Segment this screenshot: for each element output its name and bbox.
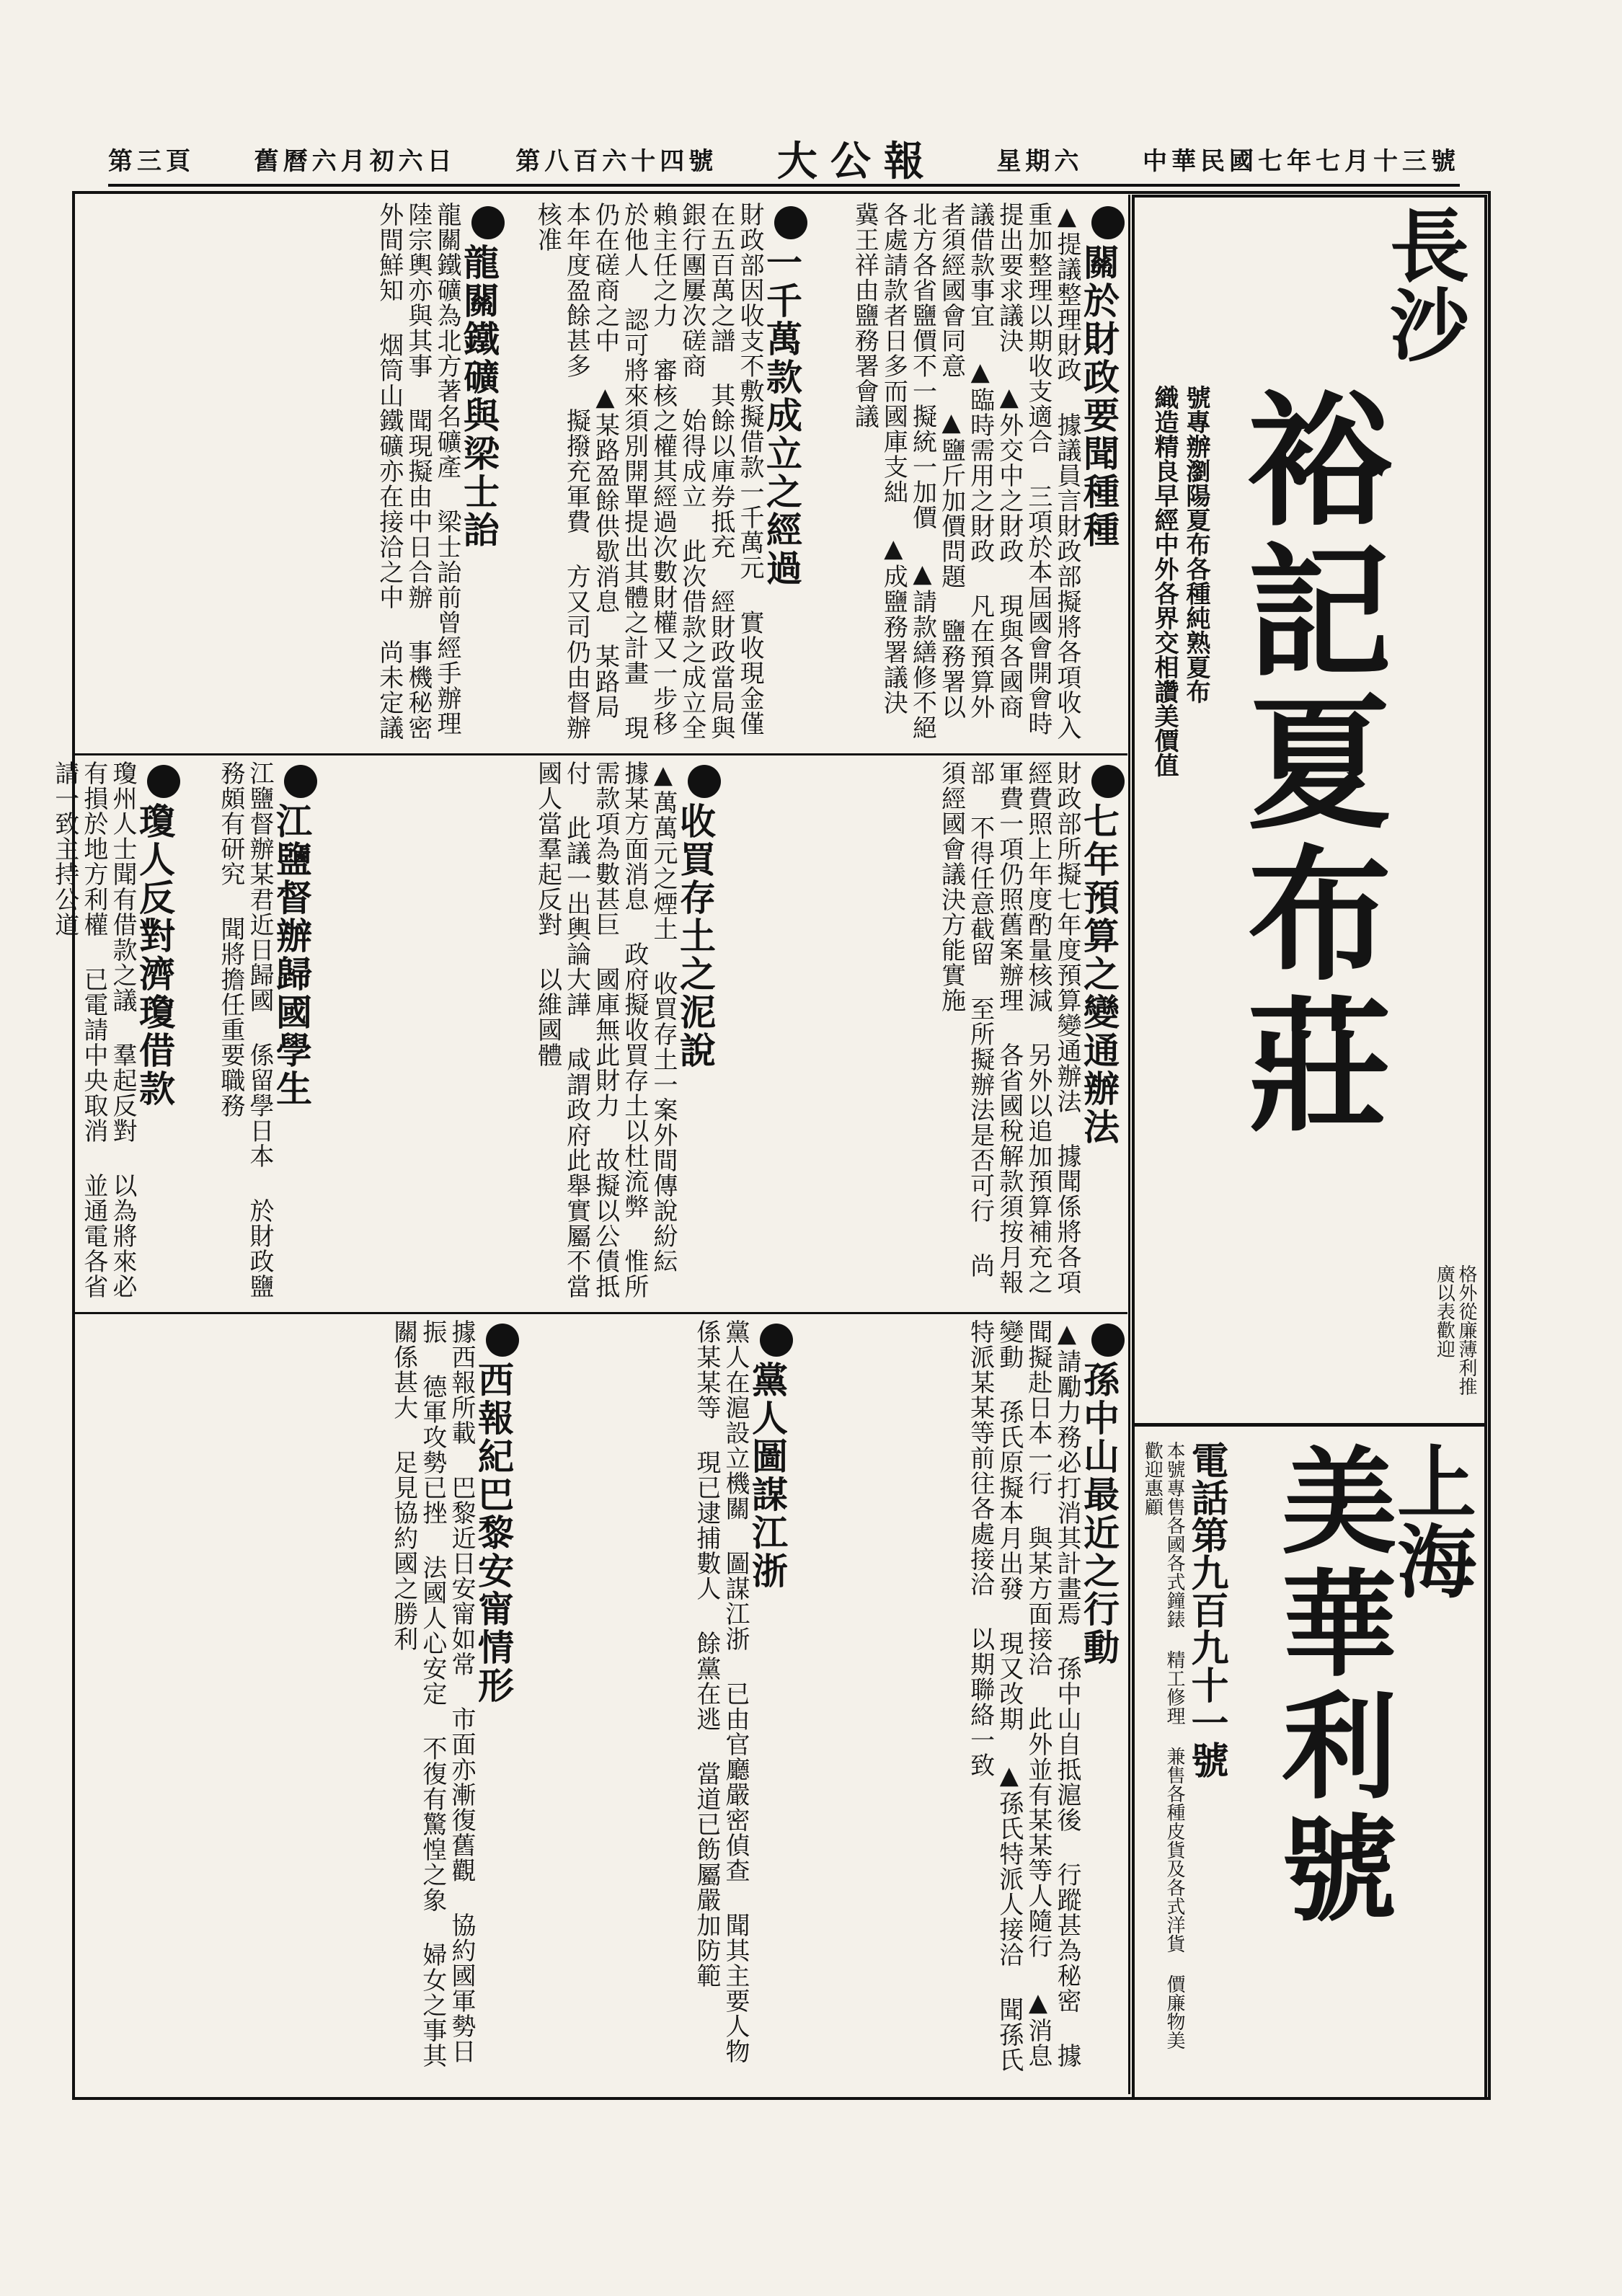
article-6-headline: 瓊人反對濟瓊借款	[137, 761, 180, 1301]
article-2-text: 龍關鐵礦為北方著名礦產 梁士詒前曾經手辦理 陸宗輿亦與其事 聞現擬由中日合辦 事機秘密外間鮮知 烟筒山鐵礦亦在接洽之中 尚未定議	[374, 202, 461, 740]
header-page-no: 第三頁	[108, 146, 195, 176]
article-8-text: 黨人在滬設立機關 圖謀江浙 已由官廳嚴密偵查 聞其主要人物係某某等 現已逮捕數人 餘黨在逃 當道已飭屬嚴加防範	[691, 1319, 750, 2064]
article-5-headline: 江鹽督辦歸國學生	[274, 761, 317, 1301]
article-8-headline: 黨人圖謀江浙	[750, 1319, 793, 2083]
ad-shanghai-phone: 電話第九百九十一號	[1184, 1441, 1228, 1778]
header-issue-no: 第八百六十四號	[515, 146, 718, 176]
article-6-text: 瓊州人士聞有借款之議 羣起反對 以為將來必有損於地方利權 已電請中央取消 並通電各省 請一致主持公道	[50, 761, 137, 1299]
bullet-icon	[774, 206, 807, 239]
bullet-icon	[471, 206, 505, 239]
ad-changsha-city: 長沙	[1377, 205, 1470, 363]
ad-shanghai-city: 上海	[1384, 1441, 1477, 1600]
ad-changsha	[1132, 195, 1487, 1426]
article-1-text: 財政部因收支不敷擬借款一千萬元 實收現金僅在五百萬之譜 其餘以庫券抵充 經財政當局與銀行團屢次磋商 始得成立 此次借款之成立全賴主任之力 審核之權其經過次數財權又一步移於他人 認可將來須別開單提出其體之計畫 現仍在磋商之中 ▲某路盈餘供歇消息 某路局本年度盈餘甚多 擬撥充軍費 方又司仍由督辦核准	[533, 202, 764, 740]
article-0-headline: 關於財政要聞種種	[1081, 202, 1125, 743]
article-7-text: ▲請勵力務必打消其計畫焉 孫中山自抵滬後 行蹤甚為秘密 據聞擬赴日本一行 與某方面接洽 此外並有某某等人隨行 ▲消息變動 孫氏原擬本月出發 現又改期 ▲孫氏特派人接洽 聞孫氏特派某某等前往各處接洽 以期聯絡一致	[965, 1319, 1081, 2073]
article-9-headline: 西報紀巴黎安甯情形	[476, 1319, 519, 2083]
ad-changsha-line3: 格外從廉薄利推廣以表歡迎	[1433, 1264, 1477, 1396]
ad-shanghai-title: 美華利號	[1262, 1441, 1398, 1931]
header-paper-name: 大公報	[776, 138, 937, 185]
bullet-icon	[1091, 765, 1125, 798]
ad-changsha-line1: 號專辦瀏陽夏布各種純熟夏布	[1182, 385, 1210, 704]
article-4-headline: 收買存土之泥說	[678, 761, 721, 1301]
article-0-text: ▲提議整理財政 據議員言財政部擬將各項收入重加整理以期收支適合 三項於本屆國會開會時提出要求議決 ▲外交中之財政 現與各國商議借款事宜 ▲臨時需用之財政 凡在預算外者須經國會同意 ▲鹽斤加價問題 鹽務署以北方各省鹽價不一擬統一加價 ▲請款繕修不絕 各處請款者日多而國庫支絀 ▲成鹽務署議決 冀王祥由鹽務署會議	[850, 202, 1081, 740]
article-4-text: ▲萬萬元之煙土 收買存土一案外間傳說紛紜 據某方面消息 政府擬收買存土以杜流弊 惟所需款項為數甚巨 國庫無此財力 故擬以公債抵付 此議一出輿論大譁 咸謂政府此舉實屬不當 國人當羣起反對 以維國體	[533, 761, 678, 1299]
bullet-icon	[486, 1324, 519, 1357]
ad-changsha-title: 裕記夏布莊	[1223, 385, 1393, 1142]
ad-shanghai-body: 本號專售各國各式鐘錶 精工修理 兼售各種皮貨及各式洋貨 價廉物美 歡迎惠顧	[1141, 1441, 1185, 2049]
ad-shanghai	[1132, 1424, 1487, 2100]
bullet-icon	[284, 765, 317, 798]
bullet-icon	[1091, 206, 1125, 239]
article-3-text: 財政部所擬七年度預算變通辦法 據聞係將各項經費照上年度酌量核減 另外以追加預算補充之 軍費一項仍照舊案辦理 各省國稅解款須按月報部 不得任意截留 至所擬辦法是否可行 尚須經國會議決方能實施	[936, 761, 1081, 1295]
bullet-icon	[688, 765, 721, 798]
running-header	[108, 133, 1460, 187]
header-weekday: 星期六	[996, 146, 1083, 176]
article-2-headline: 龍關鐵礦與梁士詒	[461, 202, 505, 743]
column-rule	[1128, 195, 1130, 2094]
header-left-date: 中華民國七年七月十三號	[1143, 146, 1460, 176]
article-7-headline: 孫中山最近之行動	[1081, 1319, 1125, 2083]
article-1-headline: 一千萬款成立之經過	[764, 202, 807, 743]
article-9-text: 據西報所載 巴黎近日安甯如常 市面亦漸復舊觀 協約國軍勢日振 德軍攻勢已挫 法國人心安定 不復有驚惶之象 婦女之事其關係甚大 足見協約國之勝利	[389, 1319, 476, 2068]
tier-rule-1	[75, 753, 1127, 755]
article-5-text: 江鹽督辦某君近日歸國 係留學日本 於財政鹽務頗有研究 聞將擔任重要職務	[216, 761, 274, 1299]
bullet-icon	[760, 1324, 793, 1357]
ad-changsha-line2: 織造精良早經中外各界交相讚美價值	[1150, 385, 1179, 777]
bullet-icon	[1091, 1324, 1125, 1357]
article-3-headline: 七年預算之變通辦法	[1081, 761, 1125, 1301]
tier-rule-2	[75, 1312, 1127, 1314]
header-lunar-date: 舊曆六月初六日	[254, 146, 456, 176]
bullet-icon	[147, 765, 180, 798]
